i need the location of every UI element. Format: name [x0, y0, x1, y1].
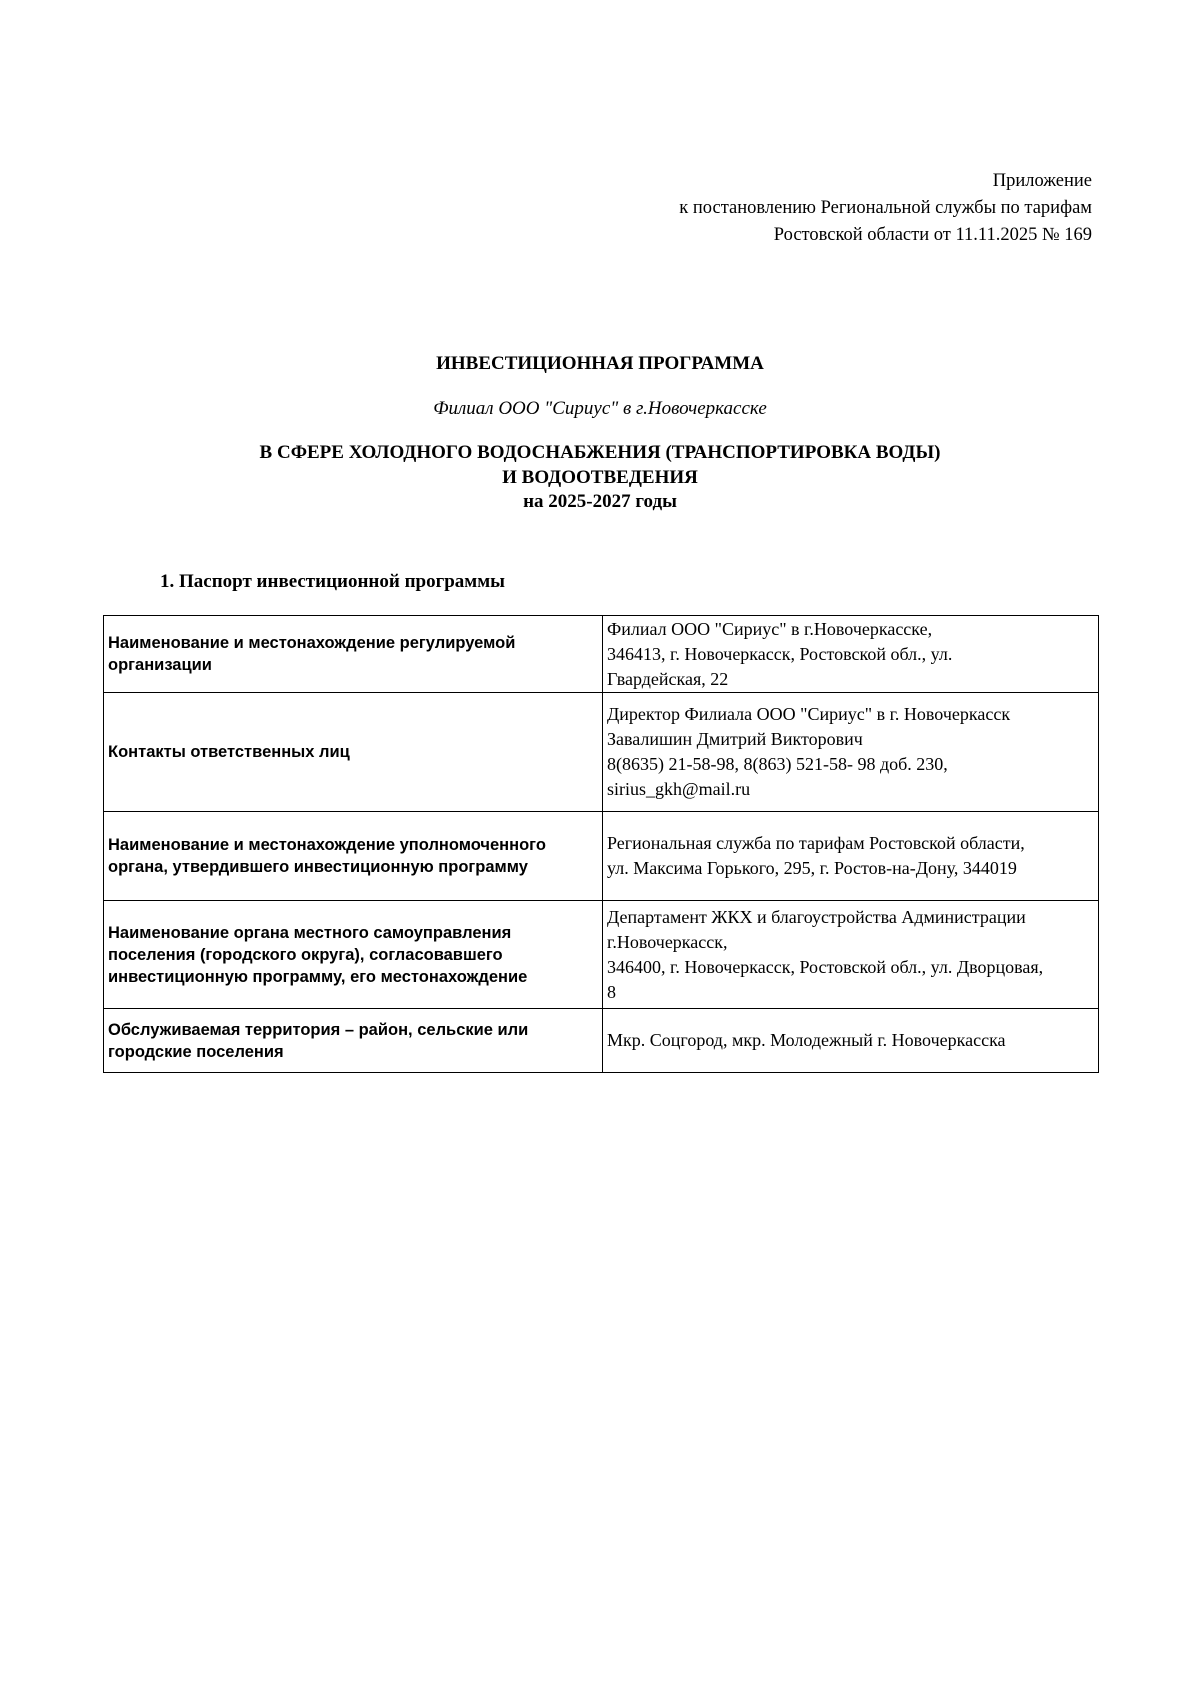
value-line: 8	[607, 981, 616, 1002]
row-label: Обслуживаемая территория – район, сельские или городские поселения	[104, 1009, 603, 1073]
sphere-line-1: В СФЕРЕ ХОЛОДНОГО ВОДОСНАБЖЕНИЯ (ТРАНСПОРТИРОВКА ВОДЫ)	[259, 442, 941, 463]
passport-table	[103, 615, 1099, 1073]
table-row	[104, 901, 1099, 1009]
table-row	[104, 812, 1099, 901]
value-line: ул. Максима Горького, 295, г. Ростов-на-Дону, 344019	[607, 858, 1017, 878]
appendix-note	[679, 168, 1092, 249]
sphere-line-3: на 2025-2027 годы	[523, 491, 677, 512]
value-line: Гвардейская, 22	[607, 668, 729, 689]
appendix-line-1: Приложение	[992, 171, 1092, 191]
table-row	[104, 616, 1099, 693]
value-line: Завалишин Дмитрий Викторович	[607, 729, 863, 749]
sphere-line-2: И ВОДООТВЕДЕНИЯ	[502, 466, 698, 488]
section-heading: 1. Паспорт инвестиционной программы	[160, 571, 506, 592]
value-line: г.Новочеркасск,	[607, 931, 728, 952]
row-value	[603, 812, 1099, 901]
row-label: Наименование и местонахождение уполномоченного органа, утвердившего инвестиционную программу	[104, 812, 603, 901]
value-line: Региональная служба по тарифам Ростовской области,	[607, 833, 1025, 853]
row-label: Контакты ответственных лиц	[104, 693, 603, 812]
value-line: Департамент ЖКХ и благоустройства Администрации	[607, 906, 1026, 927]
row-label: Наименование и местонахождение регулируемой организации	[104, 616, 603, 693]
row-value	[603, 693, 1099, 812]
appendix-line-2: к постановлению Региональной службы по тарифам	[679, 198, 1092, 218]
value-line: sirius_gkh@mail.ru	[607, 779, 751, 799]
value-line: Филиал ООО "Сириус" в г.Новочеркасске,	[607, 618, 933, 639]
value-line: Директор Филиала ООО "Сириус" в г. Новочеркасск	[607, 704, 1011, 724]
value-line: Мкр. Соцгород, мкр. Молодежный г. Новочеркасска	[607, 1030, 1006, 1050]
program-sphere	[0, 441, 1200, 515]
value-line: 346400, г. Новочеркасск, Ростовской обл., ул. Дворцовая,	[607, 956, 1044, 977]
row-value	[603, 1009, 1099, 1073]
table-row	[104, 1009, 1099, 1073]
row-label: Наименование органа местного самоуправления поселения (городского округа), согласовавшего инвестиционную программу, его местонахождение	[104, 901, 603, 1009]
document-title: ИНВЕСТИЦИОННАЯ ПРОГРАММА	[436, 353, 764, 374]
row-value	[603, 616, 1099, 693]
appendix-line-3: Ростовской области от 11.11.2025 № 169	[773, 225, 1092, 245]
row-value	[603, 901, 1099, 1009]
organization-subtitle: Филиал ООО "Сириус" в г.Новочеркасске	[433, 398, 767, 419]
table-row	[104, 693, 1099, 812]
value-line: 346413, г. Новочеркасск, Ростовской обл., ул.	[607, 643, 953, 664]
value-line: 8(8635) 21-58-98, 8(863) 521-58- 98 доб. 230,	[607, 754, 948, 774]
